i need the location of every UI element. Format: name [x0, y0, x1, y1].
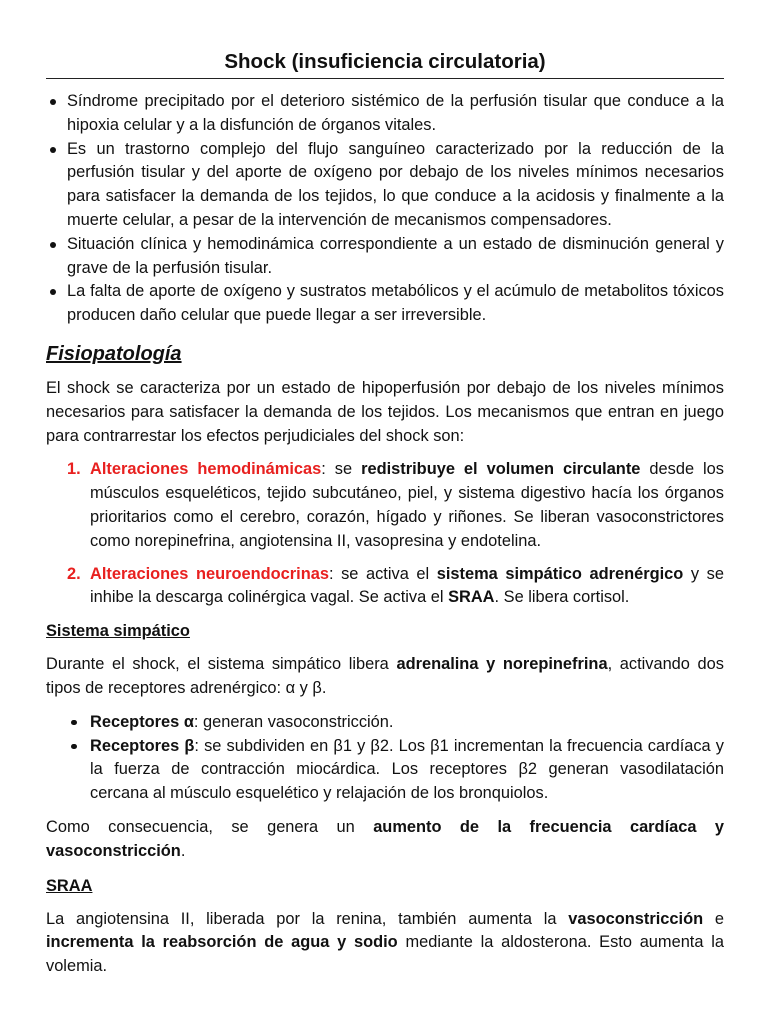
paragraph-emphasis: vasoconstricción — [568, 909, 704, 928]
mechanism-label: Alteraciones hemodinámicas — [90, 460, 322, 479]
mechanism-emphasis: SRAA — [448, 588, 495, 607]
paragraph-text: La angiotensina II, liberada por la renina, también aumenta la — [46, 909, 569, 928]
mechanism-text: desde los músculos esqueléticos, tejido subcutáneo, piel, y sistema digestivo hacía los órganos prioritarios como el cerebro, corazón, hígado y riñones. Se liberan vasoconstrictores como norepinefrina, angiotensina II, vasopresina y endotelina. — [90, 460, 724, 550]
paragraph-emphasis: incrementa la reabsorción de agua y sodio — [46, 933, 398, 952]
document-title: Shock (insuficiencia circulatoria) — [46, 48, 724, 79]
item-number: 2. — [67, 564, 81, 583]
document-page — [46, 48, 724, 979]
item-number: 1. — [67, 460, 81, 479]
mechanism-item-neuroendocrinas — [46, 563, 724, 611]
section-heading-sistema-simpatico: Sistema simpático — [46, 622, 190, 641]
definition-item: La falta de aporte de oxígeno y sustratos metabólicos y el acúmulo de metabolitos tóxicos producen daño celular que puede llegar a ser irreversible. — [46, 280, 724, 328]
paragraph-text: . — [180, 841, 186, 860]
mechanism-list — [46, 458, 724, 610]
receptor-label: Receptores β — [90, 736, 195, 755]
paragraph-text: Como consecuencia, se genera un — [46, 817, 374, 836]
receptor-text: : generan vasoconstricción. — [193, 712, 394, 731]
mechanism-emphasis: sistema simpático adrenérgico — [436, 564, 684, 583]
paragraph-text: e — [703, 909, 724, 928]
mechanism-text: : se activa el — [328, 564, 437, 583]
receptor-list — [46, 711, 724, 806]
consequence-paragraph — [46, 816, 724, 864]
receptor-label: Receptores α — [90, 712, 194, 731]
section-heading-sraa: SRAA — [46, 876, 93, 895]
paragraph-text: , activando dos tipos de receptores adrenérgico: α y β. — [46, 655, 724, 697]
receptor-item-alpha — [46, 711, 724, 735]
mechanism-item-hemodinamicas — [46, 458, 724, 553]
paragraph-text: Durante el shock, el sistema simpático libera — [46, 655, 397, 674]
paragraph-emphasis: aumento de la frecuencia cardíaca y vasoconstricción — [46, 817, 725, 860]
mechanism-text: : se — [321, 460, 362, 479]
definition-item: Situación clínica y hemodinámica correspondiente a un estado de disminución general y grave de la perfusión tisular. — [46, 233, 724, 281]
paragraph-text: mediante la aldosterona. Esto aumenta la volemia. — [46, 933, 724, 976]
fisiopatologia-intro: El shock se caracteriza por un estado de hipoperfusión por debajo de los niveles mínimos necesarios para satisfacer la demanda de los tejidos. Los mecanismos que entran en juego para contrarrestar los efectos perjudiciales del shock son: — [46, 378, 724, 445]
definition-item: Síndrome precipitado por el deterioro sistémico de la perfusión tisular que conduce a la hipoxia celular y a la disfunción de órganos vitales. — [46, 90, 724, 138]
paragraph-emphasis: adrenalina y norepinefrina — [396, 655, 608, 674]
mechanism-label: Alteraciones neuroendocrinas — [90, 564, 329, 583]
definition-list — [46, 90, 724, 328]
section-heading-fisiopatologia: Fisiopatología — [46, 342, 182, 365]
simpatico-paragraph — [46, 653, 724, 701]
receptor-text: : se subdividen en β1 y β2. Los β1 incrementan la frecuencia cardíaca y la fuerza de contracción miocárdica. Los receptores β2 generan vasodilatación cercana al músculo esquelético y relajación de los bronquiolos. — [90, 736, 725, 803]
mechanism-text: . Se libera cortisol. — [494, 588, 630, 607]
mechanism-emphasis: redistribuye el volumen circulante — [361, 460, 641, 479]
receptor-item-beta — [46, 735, 724, 806]
sraa-paragraph — [46, 908, 724, 979]
definition-item: Es un trastorno complejo del flujo sanguíneo caracterizado por la reducción de la perfusión tisular y del aporte de oxígeno por debajo de los niveles mínimos necesarios para satisfacer la demanda de los tejidos, lo que conduce a la acidosis y finalmente a la muerte celular, a pesar de la intervención de mecanismos compensadores. — [46, 138, 724, 233]
mechanism-text: y se inhibe la descarga colinérgica vagal. Se activa el — [90, 564, 724, 607]
